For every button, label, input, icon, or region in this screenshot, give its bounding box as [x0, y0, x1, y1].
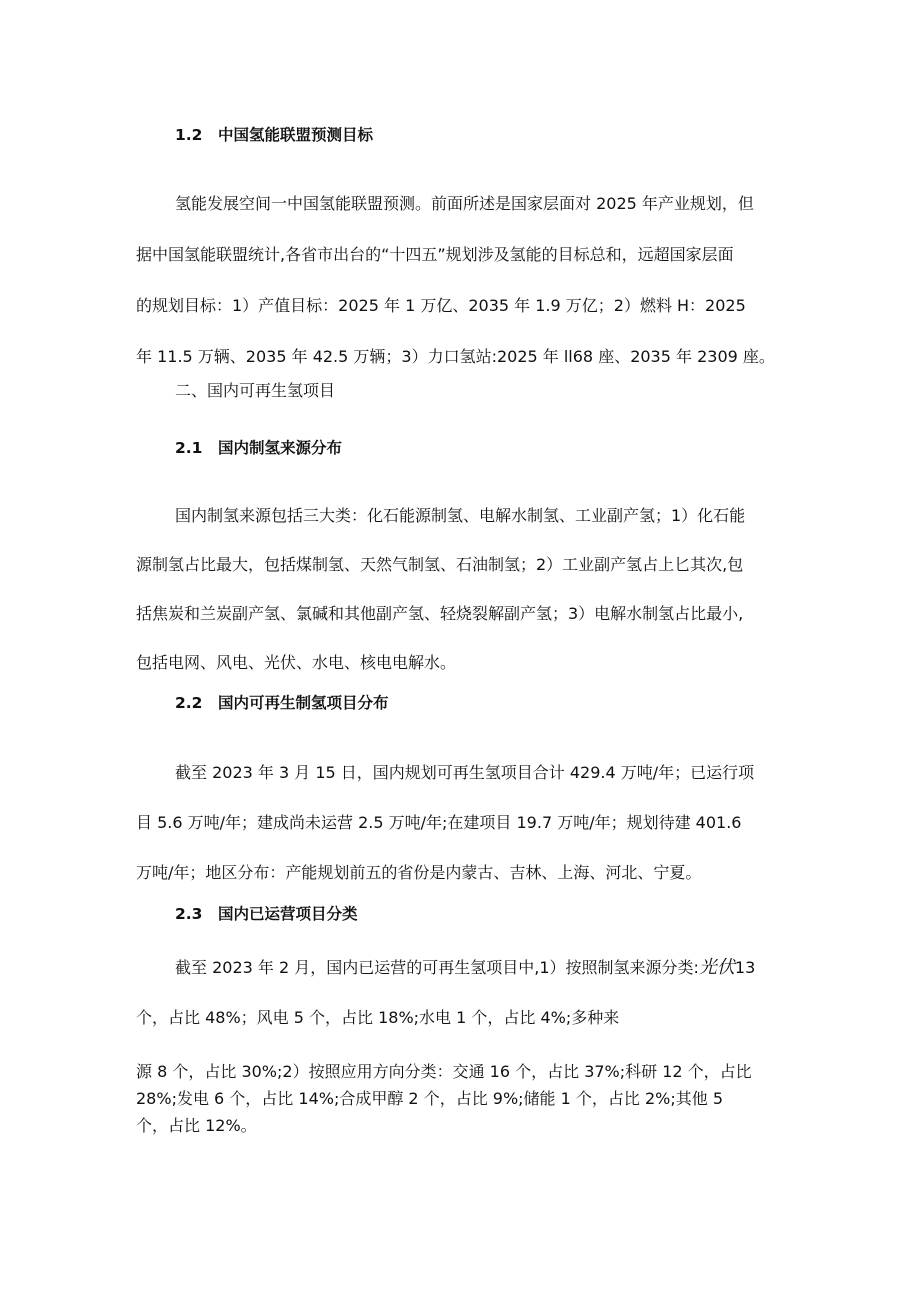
paragraph-text: 13 — [734, 958, 756, 977]
section-heading-2: 二、国内可再生氢项目 — [175, 381, 336, 400]
paragraph-2-3-rest — [136, 1058, 786, 1139]
paragraph-2-3-line2 — [136, 1007, 786, 1029]
paragraph-line: 年 11.5 万辆、2035 年 42.5 万辆；3）力口氢站:2025 年 ll68 座、2035 年 2309 座。 — [136, 347, 775, 366]
paragraph-line: 个，占比 12%。 — [136, 1116, 257, 1135]
paragraph-line: 源制氢占比最大，包括煤制氢、天然气制氢、石油制氢；2）工业副产氢占上匕其次,包 — [136, 555, 744, 574]
italic-term: 光伏 — [698, 957, 735, 978]
section-heading-2-2: 2.2 国内可再生制氢项目分布 — [175, 694, 389, 712]
paragraph-2-2 — [136, 748, 786, 898]
paragraph-line: 据中国氢能联盟统计,各省市出台的“十四五”规划涉及氢能的目标总和，远超国家层面 — [136, 245, 734, 264]
paragraph-line: 万吨/年；地区分布：产能规划前五的省份是内蒙古、吉林、上海、河北、宁夏。 — [136, 863, 702, 882]
paragraph-line: 括焦炭和兰炭副产氢、氯碱和其他副产氢、轻烧裂解副产氢；3）电解水制氢占比最小, — [136, 604, 744, 623]
paragraph-text: 截至 2023 年 2 月，国内已运营的可再生氢项目中,1）按照制氢来源分类: — [175, 958, 699, 977]
section-heading-2-3: 2.3 国内已运营项目分类 — [175, 905, 358, 923]
paragraph-line: 包括电网、风电、光伏、水电、核电电解水。 — [136, 653, 457, 672]
paragraph-line: 个，占比 48%；风电 5 个，占比 18%;水电 1 个，占比 4%;多种来 — [136, 1008, 620, 1027]
paragraph-line: 目 5.6 万吨/年；建成尚未运营 2.5 万吨/年;在建项目 19.7 万吨/年；规划待建 401.6 — [136, 813, 742, 832]
paragraph-line: 国内制氢来源包括三大类：化石能源制氢、电解水制氢、工业副产氢；1）化石能 — [175, 506, 746, 525]
paragraph-line: 28%;发电 6 个，占比 14%;合成甲醇 2 个，占比 9%;储能 1 个，占比 2%;其他 5 — [136, 1089, 724, 1108]
paragraph-line: 截至 2023 年 3 月 15 日，国内规划可再生氢项目合计 429.4 万吨/年；已运行项 — [175, 763, 755, 782]
paragraph-line: 的规划目标：1）产值目标：2025 年 1 万亿、2035 年 1.9 万亿；2）燃料 H：2025 — [136, 296, 746, 315]
paragraph-line — [136, 957, 786, 979]
paragraph-line: 氢能发展空间一中国氢能联盟预测。前面所述是国家层面对 2025 年产业规划，但 — [175, 194, 754, 213]
paragraph-1-2 — [136, 178, 786, 382]
paragraph-2-1 — [136, 491, 786, 687]
paragraph-2-3 — [136, 957, 786, 979]
section-heading-2-1: 2.1 国内制氢来源分布 — [175, 439, 342, 457]
paragraph-line: 源 8 个，占比 30%;2）按照应用方向分类：交通 16 个，占比 37%;科研 12 个，占比 — [136, 1062, 752, 1081]
section-heading-1-2: 1.2 中国氢能联盟预测目标 — [175, 126, 373, 144]
